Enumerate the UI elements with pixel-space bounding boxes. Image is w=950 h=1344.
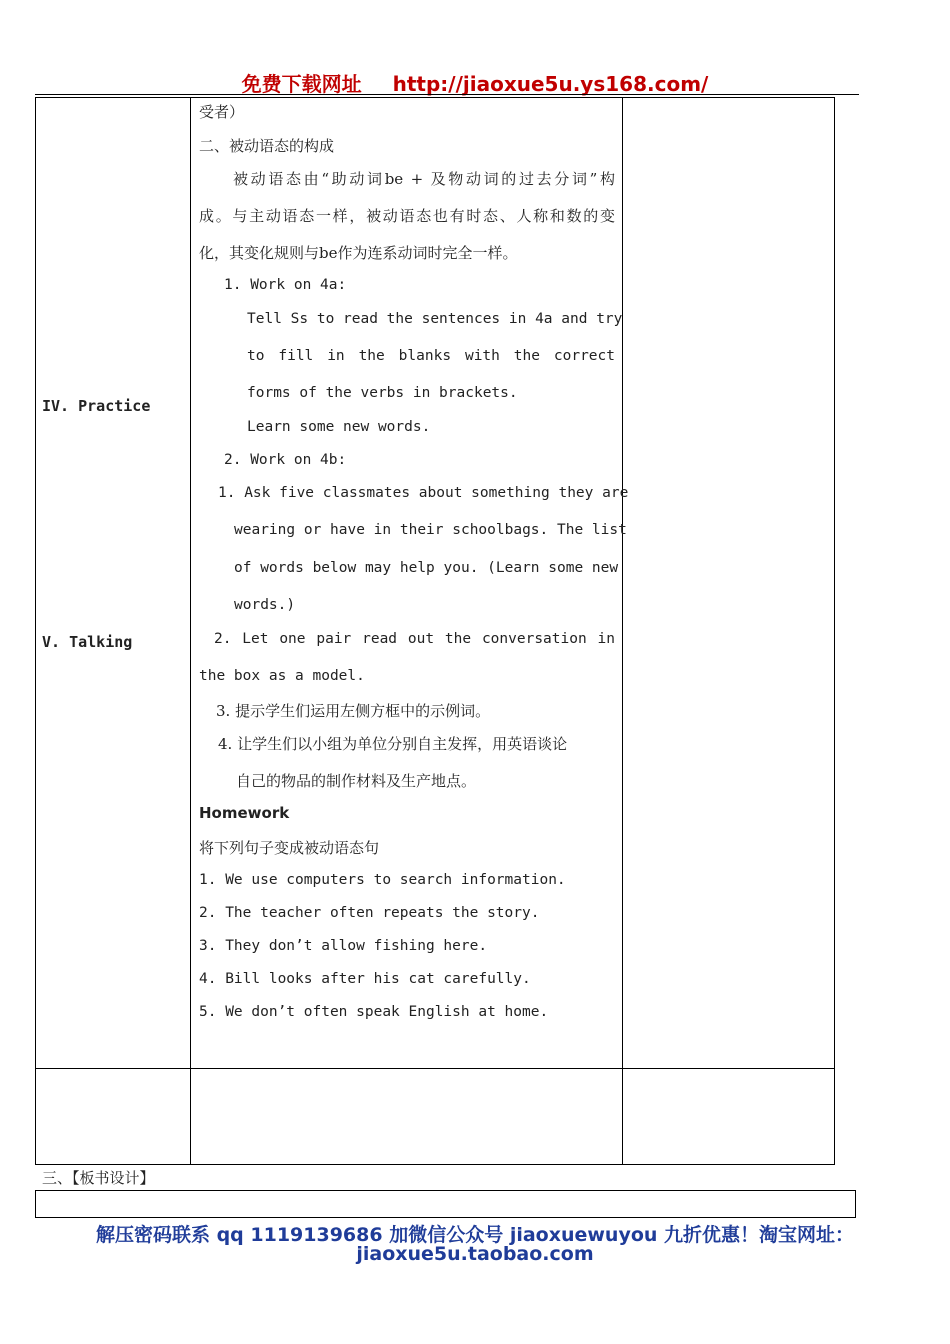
section2-title: 二、被动语态的构成 xyxy=(199,137,335,155)
ask-classmates-line2: wearing or have in their schoolbags. The list xyxy=(234,522,627,538)
receiver-text: 受者） xyxy=(199,103,245,121)
work-4a-heading: 1. Work on 4a: xyxy=(224,277,347,293)
talking-item3: 3. 提示学生们运用左侧方框中的示例词。 xyxy=(216,702,491,720)
homework-item: 5. We don’t often speak English at home. xyxy=(199,1004,549,1020)
work-4a-line2: to fill in the blanks with the correct xyxy=(247,348,615,364)
talking-item4-line1: 4. 让学生们以小组为单位分别自主发挥，用英语谈论 xyxy=(218,735,568,753)
ask-classmates-line4: words.) xyxy=(234,597,296,613)
talking-item4-line2: 自己的物品的制作材料及生产地点。 xyxy=(236,772,477,790)
header-title: 免费下载网址 xyxy=(241,72,362,96)
homework-item: 4. Bill looks after his cat carefully. xyxy=(199,971,531,987)
header-url-link[interactable]: http://jiaoxue5u.ys168.com/ xyxy=(392,72,709,96)
passive-voice-para-line1: 被动语态由“助动词be + 及物动词的过去分词”构 xyxy=(233,170,615,188)
work-4a-line1: Tell Ss to read the sentences in 4a and try xyxy=(247,311,623,327)
header-divider xyxy=(35,94,859,95)
stage-talking-label: V. Talking xyxy=(42,633,133,651)
homework-item: 2. The teacher often repeats the story. xyxy=(199,905,540,921)
ask-classmates-line1: 1. Ask five classmates about something they are xyxy=(218,485,629,501)
talking-item2-line1: 2. Let one pair read out the conversation in xyxy=(214,631,615,647)
homework-title: Homework xyxy=(199,804,290,822)
passive-voice-para-line3: 化，其变化规则与be作为连系动词时完全一样。 xyxy=(199,244,518,262)
stage-practice-label: IV. Practice xyxy=(42,397,151,415)
passive-voice-para-line2: 成。与主动语态一样，被动语态也有时态、人称和数的变 xyxy=(199,207,615,225)
work-4a-line4: Learn some new words. xyxy=(247,419,431,435)
table-column-divider-2 xyxy=(622,97,623,1165)
board-design-label: 三、【板书设计】 xyxy=(42,1169,155,1187)
download-header xyxy=(0,68,950,97)
homework-item: 3. They don’t allow fishing here. xyxy=(199,938,488,954)
homework-instruction: 将下列句子变成被动语态句 xyxy=(199,839,380,857)
board-design-box xyxy=(35,1190,856,1218)
work-4b-heading: 2. Work on 4b: xyxy=(224,452,347,468)
table-row-divider xyxy=(35,1068,835,1069)
homework-item: 1. We use computers to search information. xyxy=(199,872,566,888)
work-4a-line3: forms of the verbs in brackets. xyxy=(247,385,518,401)
table-column-divider-1 xyxy=(190,97,191,1165)
ask-classmates-line3: of words below may help you. (Learn some new xyxy=(234,560,619,576)
footer-contact-line: 解压密码联系 qq 1119139686 加微信公众号 jiaoxuewuyou 九折优惠！淘宝网址： xyxy=(95,1224,855,1246)
talking-item2-line2: the box as a model. xyxy=(199,668,365,684)
footer-taobao-link[interactable]: jiaoxue5u.taobao.com xyxy=(356,1243,594,1265)
